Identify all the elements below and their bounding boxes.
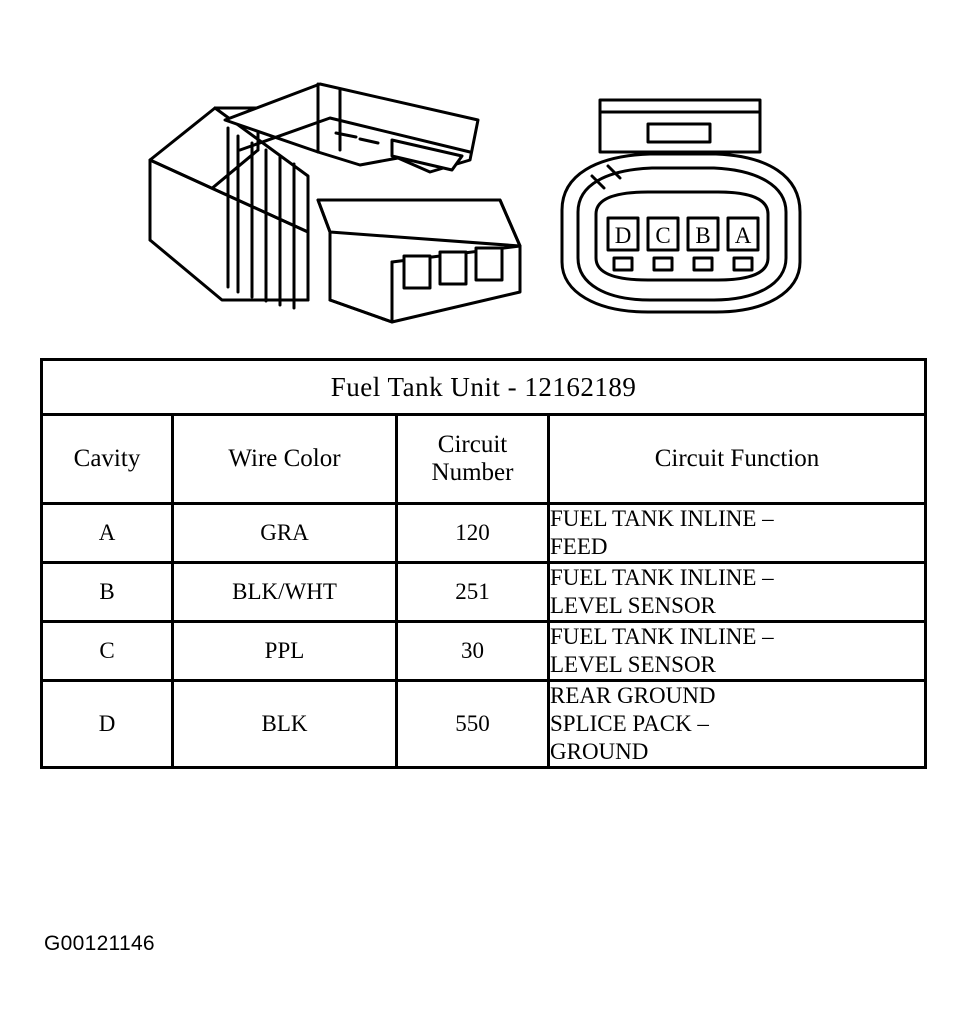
connector-drawing	[0, 0, 964, 350]
cell-wire-color: PPL	[173, 622, 397, 681]
table-row	[42, 563, 926, 622]
table-row	[42, 622, 926, 681]
cell-wire-color: BLK	[173, 681, 397, 768]
cavity-label-b: B	[695, 223, 711, 248]
cell-wire-color: BLK/WHT	[173, 563, 397, 622]
function-line: FEED	[550, 534, 608, 560]
function-line: LEVEL SENSOR	[550, 593, 716, 619]
connector-illustration	[0, 0, 964, 350]
connector-body-perspective	[150, 84, 520, 322]
header-circuit-function: Circuit Function	[549, 415, 926, 504]
function-line: REAR GROUND	[550, 683, 716, 709]
pinout-table	[40, 358, 927, 769]
table-row	[42, 681, 926, 768]
cell-circuit-number: 120	[397, 504, 549, 563]
cell-cavity: C	[42, 622, 173, 681]
function-line: GROUND	[550, 739, 649, 765]
cell-wire-color: GRA	[173, 504, 397, 563]
cell-circuit-function	[549, 681, 926, 768]
function-line: FUEL TANK INLINE –	[550, 565, 774, 591]
table-title-row	[42, 360, 926, 415]
table-header-row	[42, 415, 926, 504]
function-line: FUEL TANK INLINE –	[550, 506, 774, 531]
table-row	[42, 504, 926, 563]
cavity-label-c: C	[655, 223, 671, 248]
connector-face-view	[562, 100, 800, 312]
cavity-label-a: A	[734, 223, 752, 248]
figure-id-label: G00121146	[44, 932, 155, 955]
function-line: FUEL TANK INLINE –	[550, 624, 774, 650]
function-line: LEVEL SENSOR	[550, 652, 716, 678]
cell-circuit-number: 251	[397, 563, 549, 622]
header-cavity: Cavity	[42, 415, 173, 504]
cell-circuit-number: 30	[397, 622, 549, 681]
table-title: Fuel Tank Unit - 12162189	[42, 360, 926, 415]
cell-cavity: B	[42, 563, 173, 622]
header-circuit-number-line2: Number	[431, 459, 514, 486]
cell-circuit-function	[549, 504, 926, 563]
cell-cavity: D	[42, 681, 173, 768]
cavity-label-d: D	[614, 223, 632, 248]
cell-circuit-function	[549, 622, 926, 681]
cell-circuit-function	[549, 563, 926, 622]
header-circuit-number	[397, 415, 549, 504]
pinout-table-container	[40, 358, 924, 769]
cell-cavity: A	[42, 504, 173, 563]
cell-circuit-number: 550	[397, 681, 549, 768]
header-circuit-number-line1: Circuit	[437, 431, 508, 458]
function-line: SPLICE PACK –	[550, 711, 709, 737]
header-wire-color: Wire Color	[173, 415, 397, 504]
